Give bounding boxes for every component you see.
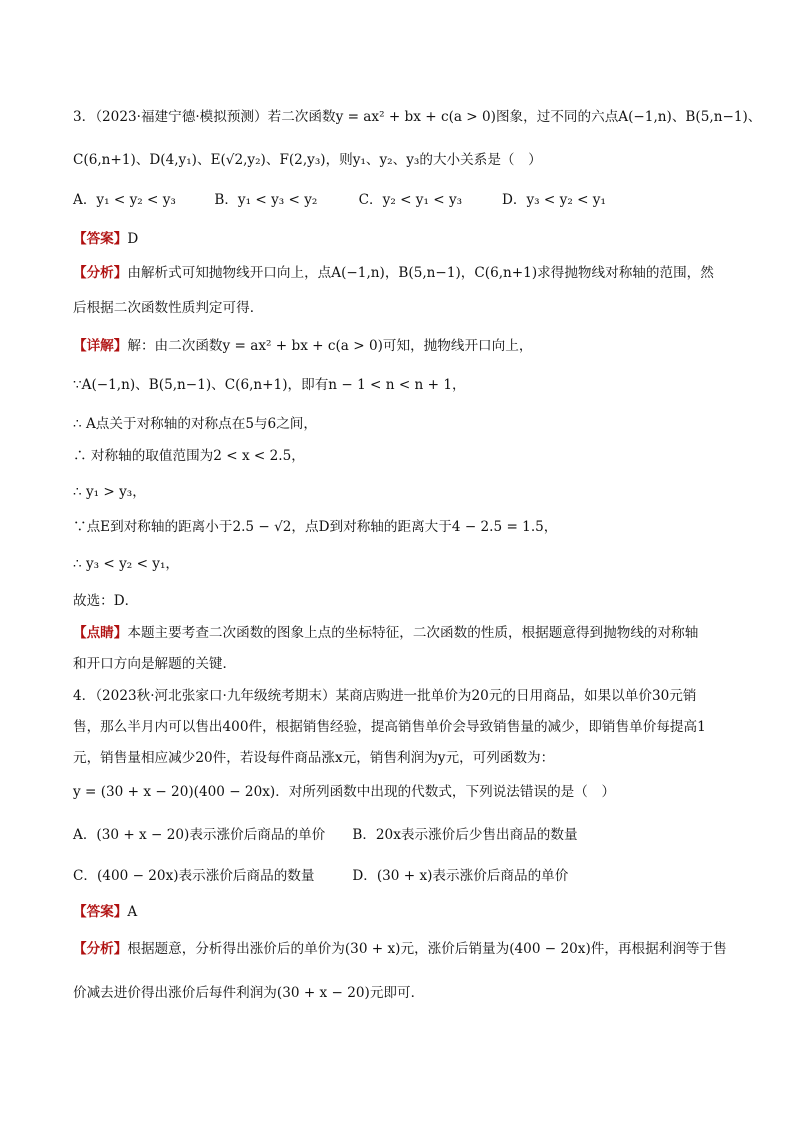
q4-stem-line2: 售，那么半月内可以售出400件，根据销售经验，提高销售单价会导致销售量的减少，即销售单价每提高1 bbox=[73, 719, 706, 735]
q3-detail-step-6: ∴ y₃ < y₂ < y₁， bbox=[73, 556, 180, 572]
q3-detail-step-1: ∵A(−1,n)、B(5,n−1)、C(6,n+1)，即有n − 1 < n < n + 1， bbox=[73, 377, 466, 393]
q3-answer bbox=[73, 229, 754, 249]
q3-detail-step-2: ∴ A点关于对称轴的对称点在5与6之间， bbox=[73, 416, 317, 432]
q4-option-b: B．20x表示涨价后少售出商品的数量 bbox=[352, 827, 578, 843]
q3-stem-line1: 3．（2023·福建宁德·模拟预测）若二次函数y = ax² + bx + c(a > 0)图象，过不同的六点A(−1,n)、B(5,n−1)、 bbox=[73, 109, 762, 125]
q3-analysis-label: 【分析】 bbox=[73, 265, 128, 281]
q3-answer-label: 【答案】 bbox=[73, 231, 128, 247]
q3-detail-text: 解：由二次函数y = ax² + bx + c(a > 0)可知，抛物线开口向上， bbox=[127, 338, 533, 354]
q3-detail-line1 bbox=[73, 336, 754, 356]
q4-options-row1 bbox=[73, 825, 754, 845]
q3-option-b: B．y₁ < y₃ < y₂ bbox=[214, 192, 318, 208]
q4-options-row2 bbox=[73, 866, 754, 886]
q3-answer-value: D bbox=[127, 231, 139, 247]
q4-analysis-line1 bbox=[73, 939, 754, 959]
q4-stem-line4: y = (30 + x − 20)(400 − 20x)．对所列函数中出现的代数式，下列说法错误的是（ ） bbox=[73, 784, 616, 800]
q3-analysis-text: 由解析式可知抛物线开口向上，点A(−1,n)，B(5,n−1)，C(6,n+1)求得抛物线对称轴的范围，然 bbox=[127, 265, 714, 281]
q4-option-c: C．(400 − 20x)表示涨价后商品的数量 bbox=[73, 868, 315, 884]
q3-comment-line1 bbox=[73, 623, 754, 643]
q3-detail-step-4: ∴ y₁ > y₃， bbox=[73, 484, 146, 500]
q3-stem-line2: C(6,n+1)、D(4,y₁)、E(√2,y₂)、F(2,y₃)，则y₁、y₂、y₃的大小关系是（ ） bbox=[73, 152, 542, 168]
q3-options bbox=[73, 190, 754, 210]
q4-analysis-text: 根据题意，分析得出涨价后的单价为(30 + x)元，涨价后销量为(400 − 20x)件，再根据利润等于售 bbox=[127, 941, 727, 957]
q3-option-d: D．y₃ < y₂ < y₁ bbox=[501, 192, 606, 208]
q4-option-d: D．(30 + x)表示涨价后商品的单价 bbox=[352, 868, 569, 884]
q3-detail-step-5: ∵点E到对称轴的距离小于2.5 − √2，点D到对称轴的距离大于4 − 2.5 = 1.5， bbox=[73, 519, 558, 535]
q3-detail-step-7: 故选：D． bbox=[73, 593, 139, 609]
q3-comment-text: 本题主要考查二次函数的图象上点的坐标特征，二次函数的性质，根据题意得到抛物线的对称轴 bbox=[127, 625, 699, 641]
q3-detail-step-3: ∴ 对称轴的取值范围为2 < x < 2.5， bbox=[73, 448, 305, 464]
q3-option-c: C．y₂ < y₁ < y₃ bbox=[358, 192, 463, 208]
q4-stem-line3: 元，销售量相应减少20件，若设每件商品涨x元，销售利润为y元，可列函数为： bbox=[73, 750, 555, 766]
q4-answer bbox=[73, 902, 754, 922]
q4-answer-label: 【答案】 bbox=[73, 904, 128, 920]
q3-analysis-line2: 后根据二次函数性质判定可得． bbox=[73, 300, 264, 316]
q3-option-a: A．y₁ < y₂ < y₃ bbox=[73, 192, 176, 208]
q3-analysis-line1 bbox=[73, 263, 754, 283]
q4-stem-line1: 4．（2023秋·河北张家口·九年级统考期末）某商店购进一批单价为20元的日用商品，如果以单价30元销 bbox=[73, 688, 697, 704]
q4-option-a: A．(30 + x − 20)表示涨价后商品的单价 bbox=[73, 827, 326, 843]
q4-analysis-line2: 价减去进价得出涨价后每件利润为(30 + x − 20)元即可． bbox=[73, 985, 425, 1001]
q4-answer-value: A bbox=[127, 904, 138, 920]
q4-analysis-label: 【分析】 bbox=[73, 941, 128, 957]
q3-detail-label: 【详解】 bbox=[73, 338, 128, 354]
q3-comment-label: 【点睛】 bbox=[73, 625, 128, 641]
q3-comment-line2: 和开口方向是解题的关键． bbox=[73, 656, 237, 672]
